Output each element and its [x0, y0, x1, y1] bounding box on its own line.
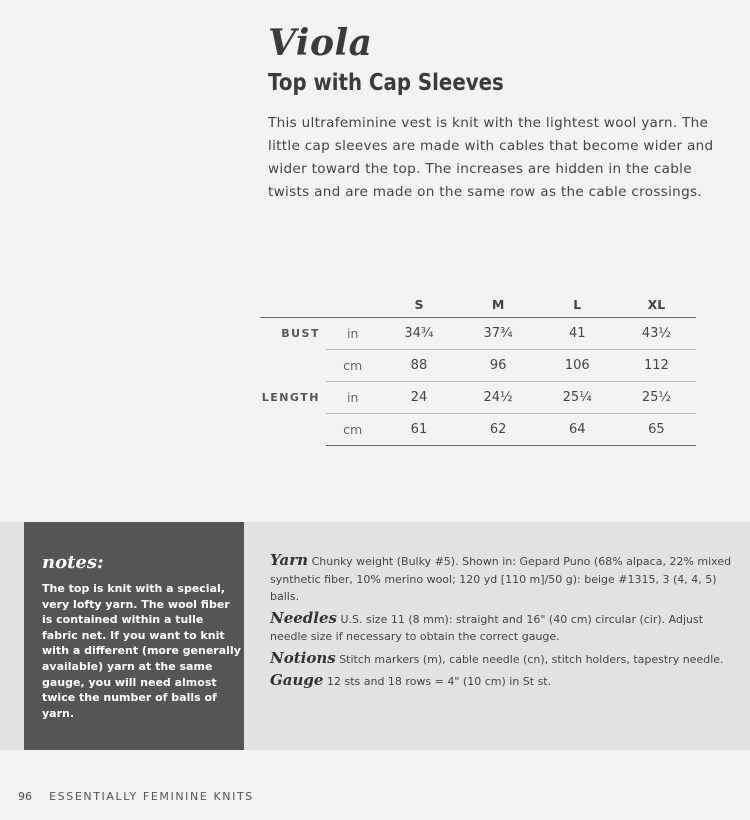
value-cell: 24 [379, 382, 458, 414]
spec-label: Needles [270, 608, 337, 627]
size-column-header: M [459, 292, 538, 318]
spec-label: Gauge [270, 671, 324, 689]
row-label [260, 414, 326, 446]
spec-text: U.S. size 11 (8 mm): straight and 16" (40 cm) circular (cir). Adjust needle size if necessary to obtain the correct gauge. [270, 612, 704, 643]
pattern-subtitle: Top with Cap Sleeves [268, 70, 504, 96]
spec-text: 12 sts and 18 rows = 4" (10 cm) in St st. [326, 675, 552, 688]
size-column-header: L [538, 292, 617, 318]
table-row [260, 318, 696, 350]
unit-cell: cm [326, 350, 379, 382]
size-table [260, 292, 696, 446]
size-column-header: XL [617, 292, 696, 318]
value-cell: 64 [538, 414, 617, 446]
row-label [260, 350, 326, 382]
table-row [260, 414, 696, 446]
value-cell: 41 [538, 318, 617, 350]
value-cell: 88 [379, 350, 458, 382]
size-table-header [260, 292, 696, 318]
spec-text: Chunky weight (Bulky #5). Shown in: Gepard Puno (68% alpaca, 22% mixed synthetic fiber, 10% merino wool; 120 yd [110 m]/50 g): beige #1315, 3 (4, 4, 5) balls. [270, 555, 732, 603]
value-cell: 106 [538, 350, 617, 382]
spec-notions [270, 650, 738, 669]
value-cell: 96 [459, 350, 538, 382]
value-cell: 112 [617, 350, 696, 382]
notes-box [24, 522, 244, 750]
row-label: LENGTH [261, 391, 320, 404]
book-title: ESSENTIALLY FEMININE KNITS [49, 790, 254, 803]
row-label: BUST [281, 327, 320, 341]
pattern-title: Viola [268, 22, 373, 64]
table-row [260, 350, 696, 382]
size-column-header: S [379, 292, 458, 318]
value-cell: 62 [459, 414, 538, 446]
spec-label: Yarn [270, 551, 309, 569]
value-cell: 34¾ [379, 318, 458, 350]
value-cell: 24½ [459, 382, 538, 414]
spec-needles [270, 610, 738, 646]
unit-cell: in [326, 382, 379, 414]
page-number: 96 [18, 790, 32, 803]
notes-heading: notes: [42, 552, 104, 573]
value-cell: 61 [379, 414, 458, 446]
notes-text: The top is knit with a special, very lofty yarn. The wool fiber is contained within a tulle fabric net. If you want to knit with a different (more generally available) yarn at the same gauge, you will need almost twice the number of balls of yarn. [42, 582, 241, 720]
unit-cell: cm [326, 414, 379, 446]
value-cell: 37¾ [459, 318, 538, 350]
spec-text: Stitch markers (m), cable needle (cn), stitch holders, tapestry needle. [339, 652, 724, 666]
page-footer [18, 790, 254, 803]
table-row [260, 382, 696, 414]
value-cell: 25¼ [538, 382, 617, 414]
materials-list [270, 552, 738, 695]
value-cell: 43½ [617, 318, 696, 350]
spec-gauge [270, 672, 738, 691]
value-cell: 65 [617, 414, 696, 446]
value-cell: 25½ [617, 382, 696, 414]
intro-paragraph: This ultrafeminine vest is knit with the lightest wool yarn. The little cap sleeves are made with cables that become wider and wider toward the top. The increases are hidden in the cable twists and are made on the same row as the cable crossings. [268, 115, 714, 200]
spec-label: Notions [270, 648, 336, 667]
unit-cell: in [326, 318, 379, 350]
spec-yarn [270, 552, 738, 606]
